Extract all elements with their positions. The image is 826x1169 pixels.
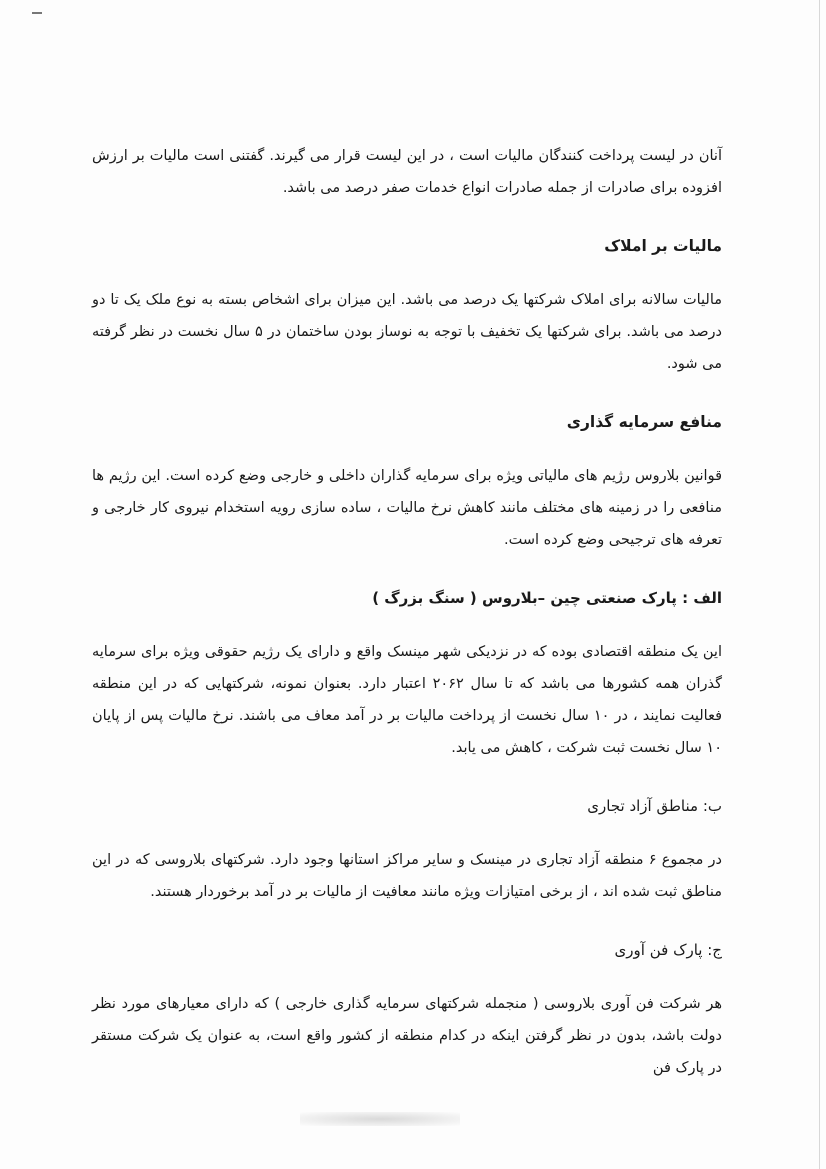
section-a-paragraph: این یک منطقه اقتصادی بوده که در نزدیکی شهر مینسک واقع و دارای یک رژیم حقوقی ویژه برای سرمایه گذران همه کشورها می باشد که تا سال ۲۰۶۲ اعتبار دارد. بعنوان نمونه، شرکتهایی که در این منطقه فعالیت نمایند ، در ۱۰ سال نخست از پرداخت مالیات بر در آمد معاف می باشند. نرخ مالیات پس از پایان ۱۰ سال نخست ثبت شرکت ، کاهش می یابد.: [92, 644, 722, 756]
investment-heading: منافع سرمایه گذاری: [566, 413, 722, 431]
section-c-heading: ج: پارک فن آوری: [614, 941, 722, 959]
section-b-heading: ب: مناطق آزاد تجاری: [587, 797, 722, 815]
property-tax-heading: مالیات بر املاک: [604, 237, 722, 255]
property-tax-paragraph: مالیات سالانه برای املاک شرکتها یک درصد می باشد. این میزان برای اشخاص بسته به نوع ملک یک تا دو درصد می باشد. برای شرکتها یک تخفیف با توجه به نوساز بودن ساختمان در ۵ سال نخست در نظر گرفته می شود.: [92, 292, 722, 372]
scan-mark: [32, 12, 42, 14]
scan-edge: [819, 0, 820, 1169]
document-body: [92, 140, 722, 1110]
intro-paragraph: آنان در لیست پرداخت کنندگان مالیات است ، در این لیست قرار می گیرند. گفتنی است مالیات بر ارزش افزوده برای صادرات از جمله صادرات انواع خدمات صفر درصد می باشد.: [92, 148, 722, 196]
section-a-heading: الف : پارک صنعتی چین –بلاروس ( سنگ بزرگ ): [372, 589, 722, 607]
section-b-paragraph: در مجموع ۶ منطقه آزاد تجاری در مینسک و سایر مراکز استانها وجود دارد. شرکتهای بلاروسی که در این مناطق ثبت شده اند ، از برخی امتیازات ویژه مانند معافیت از مالیات بر در آمد برخوردار هستند.: [92, 852, 722, 900]
investment-paragraph: قوانین بلاروس رژیم های مالیاتی ویژه برای سرمایه گذاران داخلی و خارجی وضع کرده است. این رژیم ها منافعی را در زمینه های مختلف مانند کاهش نرخ مالیات ، ساده سازی رویه استخدام نیروی کار خارجی و تعرفه های ترجیحی وضع کرده است.: [92, 468, 722, 548]
section-c-paragraph: هر شرکت فن آوری بلاروسی ( منجمله شرکتهای سرمایه گذاری خارجی ) که دارای معیارهای مورد نظر دولت باشد، بدون در نظر گرفتن اینکه در کدام منطقه از کشور واقع است، به عنوان یک شرکت مستقر در پارک فن: [92, 996, 722, 1076]
scan-smudge: [300, 1112, 460, 1126]
